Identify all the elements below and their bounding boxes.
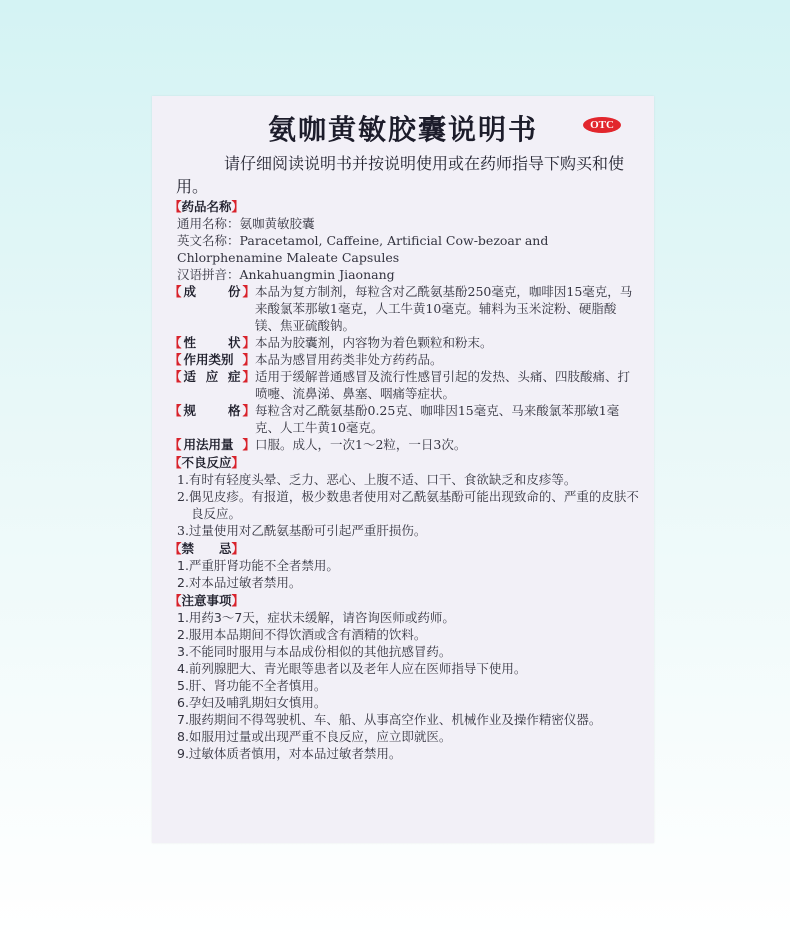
section-heading-contraindications: 【禁 忌】 [169,541,245,556]
contra-item: 2.对本品过敏者禁用。 [177,575,302,590]
instruction-leaflet [152,96,654,843]
dosage-text: 口服。成人，一次1～2粒，一日3次。 [255,437,467,452]
dosage-row [169,436,639,453]
composition-text: 本品为复方制剂，每粒含对乙酰氨基酚250毫克，咖啡因15毫克，马来酸氯苯那敏1毫克，人工牛黄10毫克。辅料为玉米淀粉、硬脂酸镁、焦亚硫酸钠。 [255,284,633,333]
generic-name-label: 通用名称： [177,216,240,231]
precaution-item: 7.服药期间不得驾驶机、车、船、从事高空作业、机械作业及操作精密仪器。 [177,712,602,727]
english-name-label: 英文名称： [177,233,240,248]
precaution-item: 6.孕妇及哺乳期妇女慎用。 [177,695,327,710]
specification-text: 每粒含对乙酰氨基酚0.25克、咖啡因15毫克、马来酸氯苯那敏1毫克、人工牛黄10毫克。 [255,403,620,435]
properties-row [169,334,639,351]
indications-label: 【 适 应 症 】 [169,369,255,384]
leaflet-body [169,197,639,762]
precaution-item: 1.用药3～7天，症状未缓解，请咨询医师或药师。 [177,610,455,625]
composition-row [169,283,639,334]
adverse-item: 1.有时有轻度头晕、乏力、恶心、上腹不适、口干、食欲缺乏和皮疹等。 [177,472,577,487]
section-heading-adverse: 【不良反应】 [169,455,245,470]
dosage-label: 【 用法用量 】 [169,437,255,452]
section-heading-drug-name: 【药品名称】 [169,199,245,214]
precaution-item: 2.服用本品期间不得饮酒或含有酒精的饮料。 [177,627,427,642]
precaution-item: 8.如服用过量或出现严重不良反应，应立即就医。 [177,729,452,744]
specification-label: 【 规 格 】 [169,403,255,418]
precaution-item: 3.不能同时服用与本品成份相似的其他抗感冒药。 [177,644,452,659]
pinyin-label: 汉语拼音： [177,267,240,282]
precaution-item: 4.前列腺肥大、青光眼等患者以及老年人应在医师指导下使用。 [177,661,527,676]
generic-name: 氨咖黄敏胶囊 [239,216,315,231]
pinyin-row [169,266,639,283]
contra-item: 1.严重肝肾功能不全者禁用。 [177,558,339,573]
precaution-item: 5.肝、肾功能不全者慎用。 [177,678,327,693]
properties-label: 【 性 状 】 [169,335,255,350]
intro-text: 请仔细阅读说明书并按说明使用或在药师指导下购买和使用。 [176,154,625,196]
category-label: 【 作用类别 】 [169,352,255,367]
generic-name-row [169,215,639,232]
adverse-item: 2.偶见皮疹。有报道，极少数患者使用对乙酰氨基酚可能出现致命的、严重的皮肤不良反应。 [177,489,639,521]
english-name: Paracetamol, Caffeine, Artificial Cow-bezoar and Chlorphenamine Maleate Capsules [177,233,549,265]
indications-text: 适用于缓解普通感冒及流行性感冒引起的发热、头痛、四肢酸痛、打喷嚏、流鼻涕、鼻塞、咽痛等症状。 [255,369,631,401]
category-row [169,351,639,368]
precaution-item: 9.过敏体质者慎用，对本品过敏者禁用。 [177,746,402,761]
composition-label: 【 成 份 】 [169,284,255,299]
specification-row [169,402,639,436]
english-name-row [169,232,639,266]
properties-text: 本品为胶囊剂，内容物为着色颗粒和粉末。 [255,335,493,350]
section-heading-precautions: 【注意事项】 [169,593,245,608]
adverse-item: 3.过量使用对乙酰氨基酚可引起严重肝损伤。 [177,523,427,538]
category-text: 本品为感冒用药类非处方药药品。 [255,352,443,367]
intro-notice [176,152,626,198]
document-title: 氨咖黄敏胶囊说明书 [267,113,538,146]
pinyin: Ankahuangmin Jiaonang [239,267,395,282]
otc-badge: OTC [583,117,621,133]
indications-row [169,368,639,402]
